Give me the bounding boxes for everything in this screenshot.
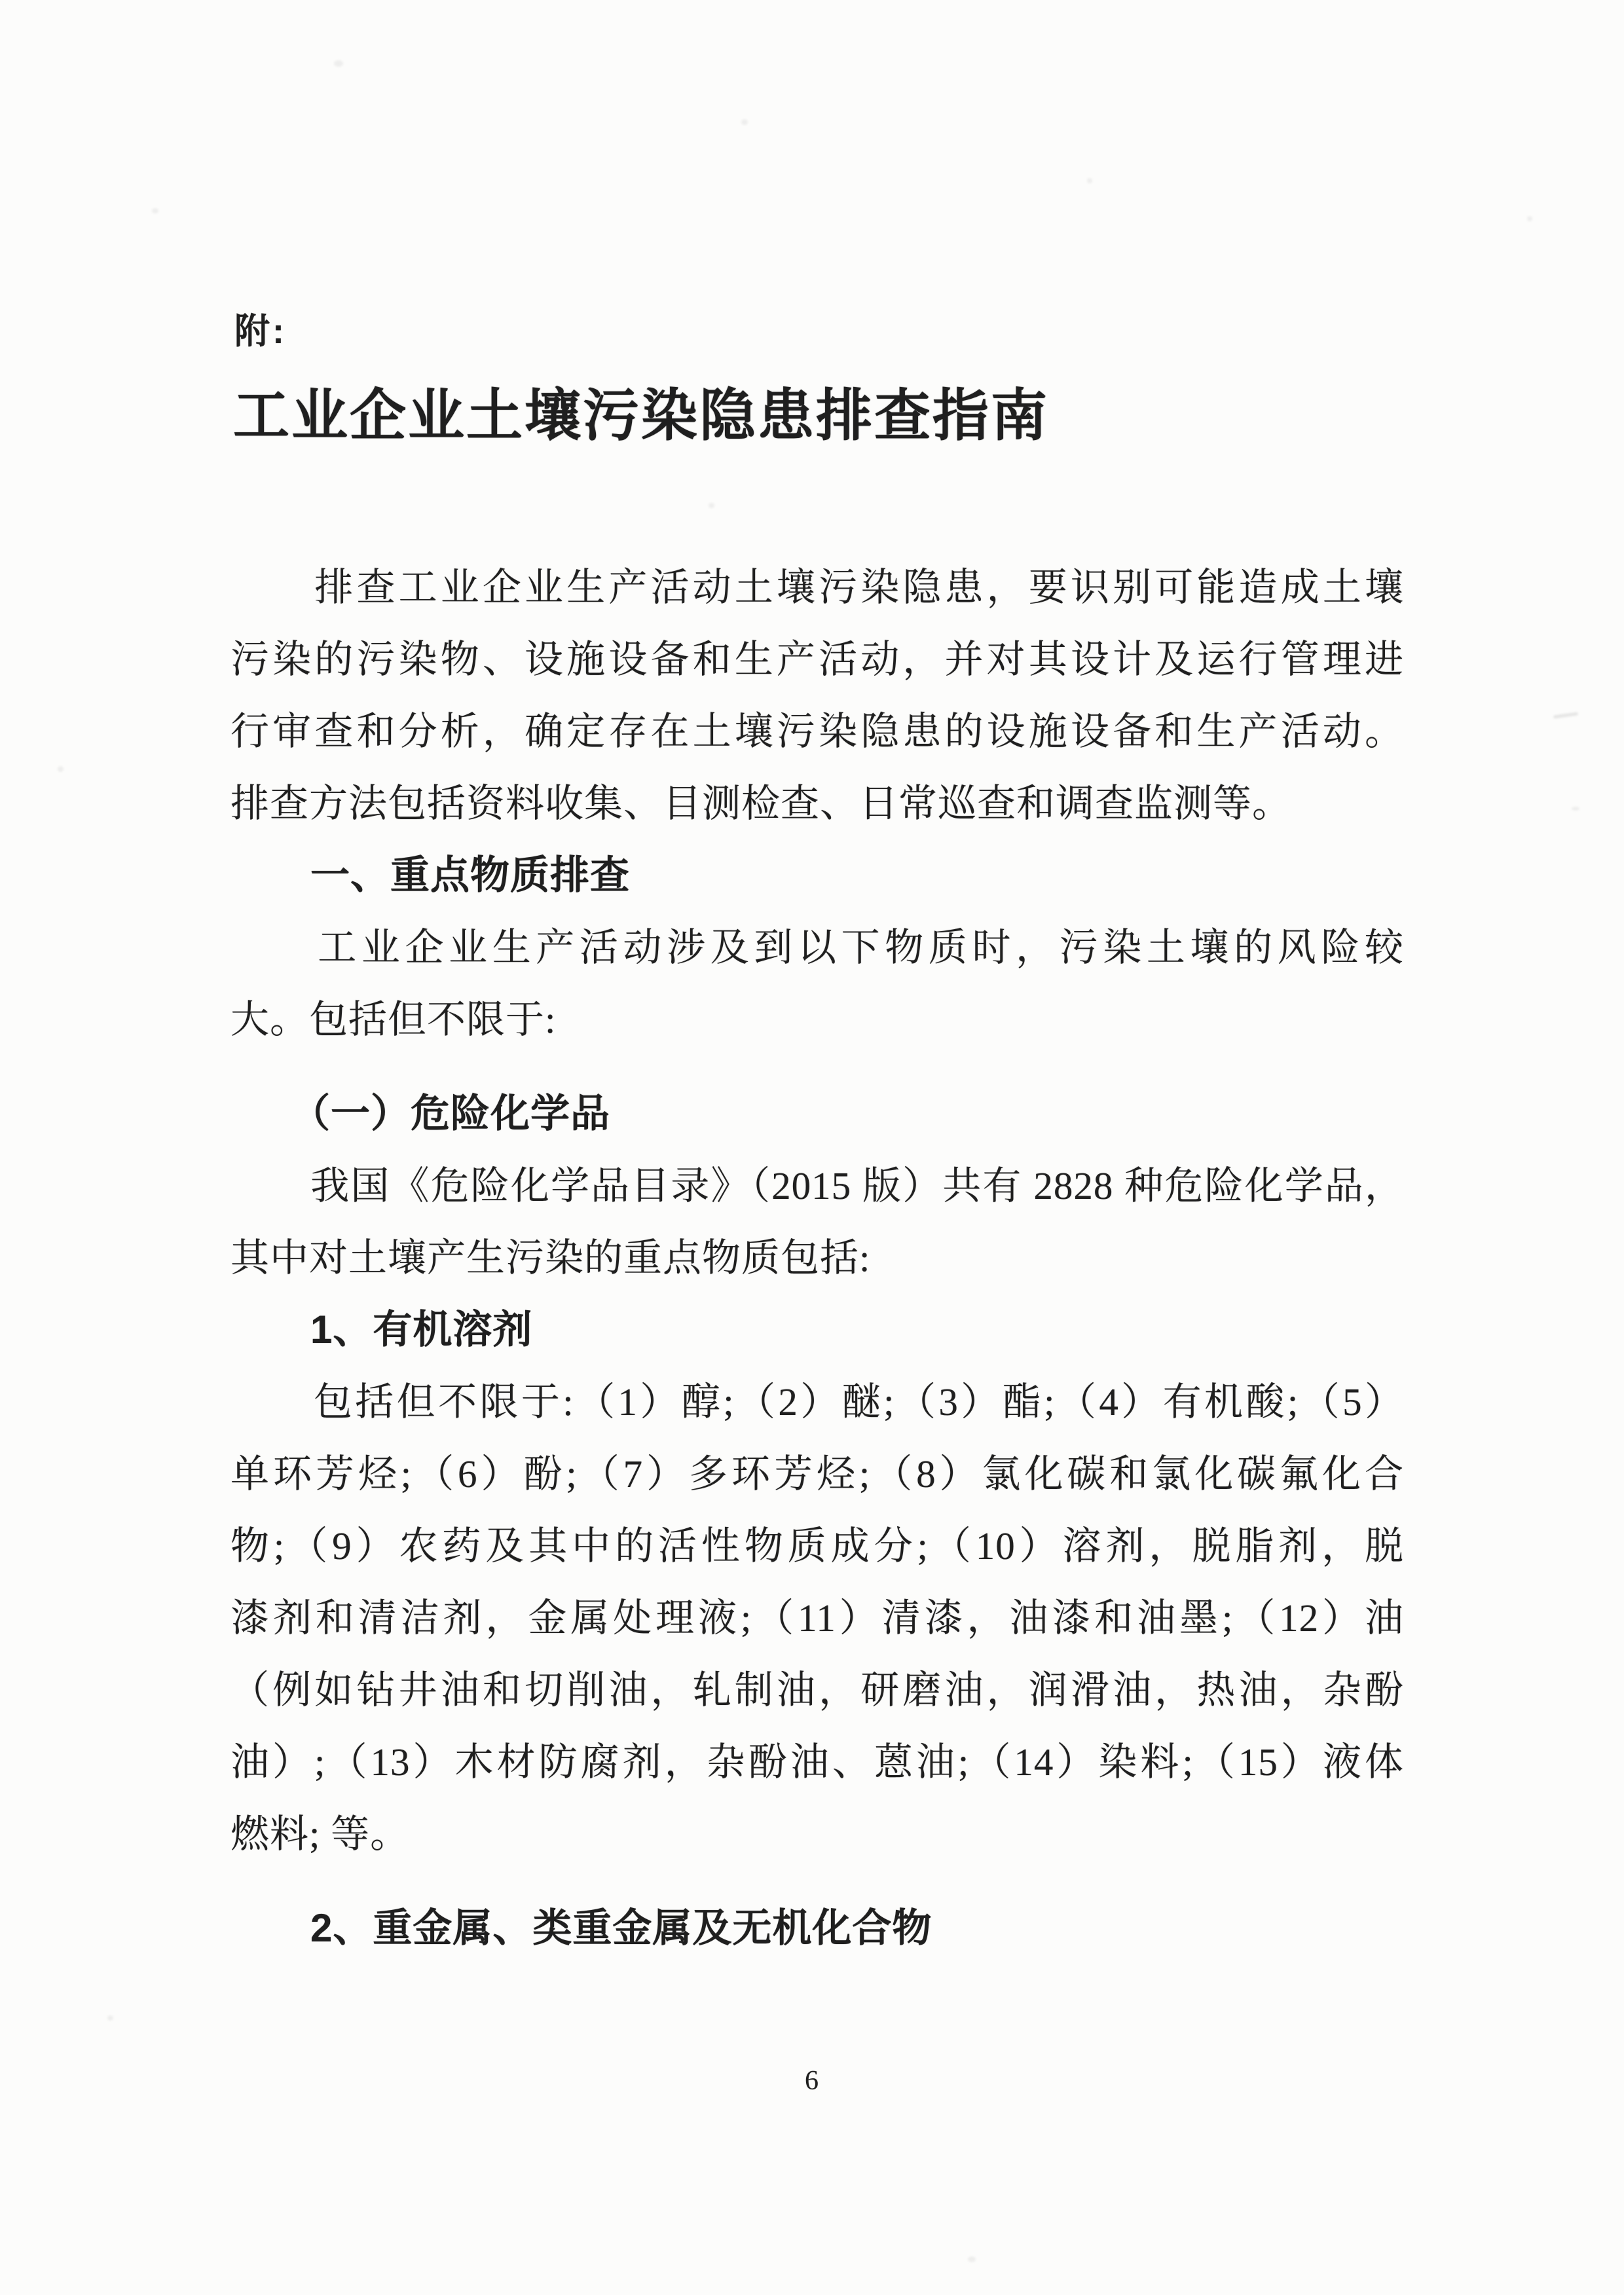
section-heading: 一、重点物质排查	[231, 853, 630, 897]
body-line: 其中对土壤产生污染的重点物质包括:	[231, 1236, 871, 1279]
scan-speck	[152, 208, 158, 213]
scan-speck	[709, 503, 714, 508]
section-heading: （一）危险化学品	[231, 1092, 610, 1135]
body-line: 排查工业企业生产活动土壤污染隐患，要识别可能造成土壤	[231, 566, 1404, 609]
scan-speck	[1527, 216, 1532, 221]
section-heading: 2、重金属、类重金属及无机化合物	[231, 1906, 932, 1950]
body-line: 燃料; 等。	[231, 1812, 410, 1856]
body-line: 包括但不限于:（1）醇;（2）醚;（3）酯;（4）有机酸;（5）	[231, 1380, 1404, 1423]
document-title: 工业企业土壤污染隐患排查指南	[233, 384, 1049, 447]
document-lines	[231, 551, 1404, 1964]
body-line: 排查方法包括资料收集、目测检查、日常巡查和调查监测等。	[231, 782, 1292, 825]
body-line: 物;（9）农药及其中的活性物质成分;（10）溶剂，脱脂剂，脱	[231, 1524, 1404, 1568]
body-line: 大。包括但不限于:	[231, 998, 557, 1041]
scan-speck	[1572, 807, 1579, 811]
body-line: 工业企业生产活动涉及到以下物质时，污染土壤的风险较	[231, 926, 1404, 969]
attachment-label: 附:	[234, 312, 287, 351]
body-line: 污染的污染物、设施设备和生产活动，并对其设计及运行管理进	[231, 638, 1404, 681]
body-line: 漆剂和清洁剂，金属处理液;（11）清漆，油漆和油墨;（12）油	[231, 1596, 1404, 1640]
section-heading: 1、有机溶剂	[231, 1308, 533, 1351]
scan-speck	[741, 119, 748, 125]
scan-speck	[107, 2015, 113, 2021]
body-line: （例如钻井油和切削油，轧制油，研磨油，润滑油，热油，杂酚	[231, 1668, 1404, 1712]
scan-speck	[968, 2256, 976, 2262]
body-line: 我国《危险化学品目录》（2015 版）共有 2828 种危险化学品，	[231, 1164, 1404, 1207]
scan-speck	[1087, 178, 1092, 183]
scan-speck	[58, 766, 64, 772]
body-line: 单环芳烃;（6）酚;（7）多环芳烃;（8）氯化碳和氯化碳氟化合	[231, 1452, 1404, 1496]
body-line: 行审查和分析，确定存在土壤污染隐患的设施设备和生产活动。	[231, 710, 1404, 753]
scan-speck	[1553, 712, 1578, 718]
body-line: 油）;（13）木材防腐剂，杂酚油、蒽油;（14）染料;（15）液体	[231, 1740, 1404, 1784]
scan-speck	[334, 60, 343, 67]
page-number: 6	[805, 2066, 819, 2096]
